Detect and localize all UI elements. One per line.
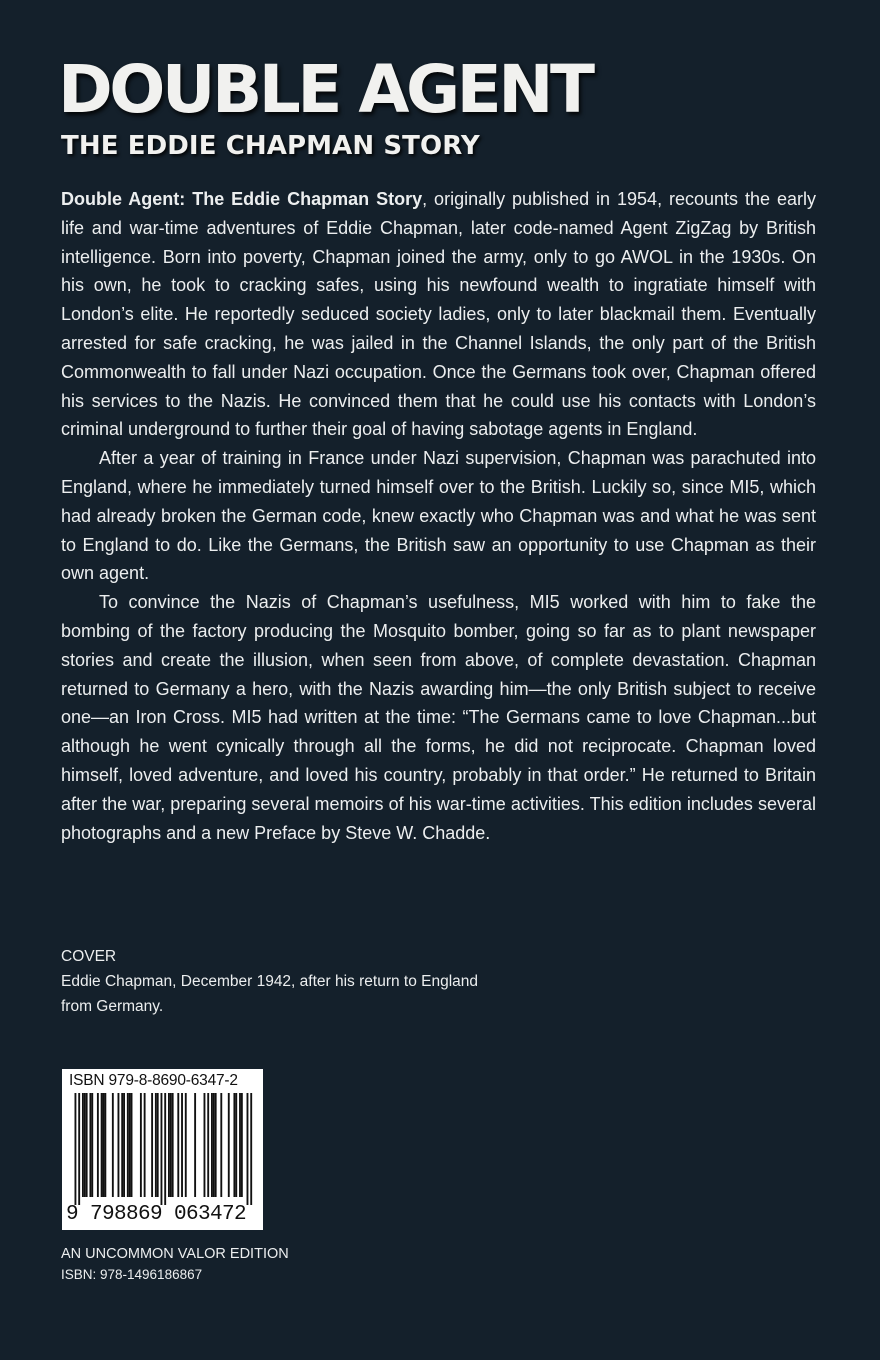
barcode-bar xyxy=(164,1093,166,1205)
blurb xyxy=(61,185,816,847)
barcode-bar xyxy=(89,1093,91,1197)
barcode-bar xyxy=(131,1093,133,1197)
barcode-bar xyxy=(211,1093,213,1197)
barcode-bar xyxy=(127,1093,129,1197)
barcode-bar xyxy=(97,1093,99,1197)
barcode-bar xyxy=(194,1093,196,1197)
barcode-bar xyxy=(86,1093,88,1197)
barcode-bar xyxy=(239,1093,241,1197)
cover-credit-line-1: Eddie Chapman, December 1942, after his return to England xyxy=(61,973,479,990)
book-subtitle: THE EDDIE CHAPMAN STORY xyxy=(61,131,480,161)
edition-label: AN UNCOMMON VALOR EDITION xyxy=(61,1246,289,1262)
barcode-bar xyxy=(157,1093,159,1197)
blurb-paragraph-1 xyxy=(61,185,816,444)
barcode-bar xyxy=(204,1093,206,1197)
isbn-barcode xyxy=(62,1069,263,1230)
barcode-bar xyxy=(104,1093,106,1197)
barcode-bar xyxy=(75,1093,77,1205)
barcode-bar xyxy=(213,1093,215,1197)
blurb-book-name: Double Agent: The Eddie Chapman Story xyxy=(61,189,423,209)
barcode-bar xyxy=(172,1093,174,1197)
barcode-bar xyxy=(233,1093,235,1197)
barcode-bar xyxy=(103,1093,105,1197)
barcode-bar xyxy=(241,1093,243,1197)
barcode-isbn-label: ISBN 979-8-8690-6347-2 xyxy=(69,1072,238,1089)
cover-credit-line-2: from Germany. xyxy=(61,998,164,1015)
barcode-bar xyxy=(161,1093,163,1205)
barcode-bar xyxy=(84,1093,86,1197)
barcode-bar xyxy=(247,1093,249,1205)
barcode-bar xyxy=(228,1093,230,1197)
barcode-bar xyxy=(140,1093,142,1197)
barcode-bar xyxy=(185,1093,187,1197)
barcode-bar xyxy=(151,1093,153,1197)
book-title: DOUBLE AGENT xyxy=(58,51,592,128)
barcode-bar xyxy=(91,1093,93,1197)
barcode-bar xyxy=(177,1093,179,1197)
cover-credit xyxy=(61,944,501,1019)
barcode-bar xyxy=(170,1093,172,1197)
barcode-bar xyxy=(250,1093,252,1205)
blurb-paragraph-1-text: , originally published in 1954, recounts the early life and war-time adventures of Eddie Chapman, later code-named Agent ZigZag by British intelligence. Born into poverty, Chapman joined the army, only to go AWOL in the 1930s. On his own, he took to cracking safes, using his newfound wealth to ingratiate himself with London’s elite. He reportedly seduced society ladies, only to later blackmail them. Eventually arrested for safe cracking, he was jailed in the Channel Islands, the only part of the British Commonwealth to fall under Nazi occupation. Once the Germans took over, Chapman offered his services to the Nazis. He convinced them that he could use his contacts with London’s criminal underground to further their goal of having sabotage agents in England. xyxy=(61,189,816,440)
isbn-number: ISBN: 978-1496186867 xyxy=(61,1267,203,1282)
barcode-bars xyxy=(62,1093,263,1205)
barcode-bar xyxy=(207,1093,209,1197)
barcode-bar xyxy=(235,1093,237,1197)
barcode-bar xyxy=(129,1093,131,1197)
barcode-bar xyxy=(112,1093,114,1197)
barcode-bar xyxy=(144,1093,146,1197)
barcode-bar xyxy=(123,1093,125,1197)
barcode-bar xyxy=(121,1093,123,1197)
barcode-bar xyxy=(101,1093,103,1197)
barcode-digits: 9 798869 063472 xyxy=(66,1203,247,1226)
barcode-bar xyxy=(215,1093,217,1197)
barcode-bar xyxy=(168,1093,170,1197)
barcode-bar xyxy=(220,1093,222,1197)
blurb-paragraph-3: To convince the Nazis of Chapman’s usefulness, MI5 worked with him to fake the bombing of the factory producing the Mosquito bomber, going so far as to plant newspaper stories and create the illusion, when seen from above, of complete devastation. Chapman returned to Germany a hero, with the Nazis awarding him—the only British subject to receive one—an Iron Cross. MI5 had written at the time: “The Germans came to love Chapman...but although he went cynically through all the forms, he did not reciprocate. Chapman loved himself, loved adventure, and loved his country, probably in that order.” He returned to Britain after the war, preparing several memoirs of his war-time activities. This edition includes several photographs and a new Preface by Steve W. Chadde. xyxy=(61,592,816,843)
cover-credit-heading: COVER xyxy=(61,948,117,965)
barcode-bar xyxy=(118,1093,120,1197)
barcode-bar xyxy=(181,1093,183,1197)
barcode-bar xyxy=(155,1093,157,1197)
barcode-bar xyxy=(78,1093,80,1205)
barcode-bar xyxy=(82,1093,84,1197)
blurb-paragraph-2: After a year of training in France under Nazi supervision, Chapman was parachuted into England, where he immediately turned himself over to the British. Luckily so, since MI5, which had already broken the German code, knew exactly who Chapman was and what he was sent to England to do. Like the Germans, the British saw an opportunity to use Chapman as their own agent. xyxy=(61,448,816,584)
